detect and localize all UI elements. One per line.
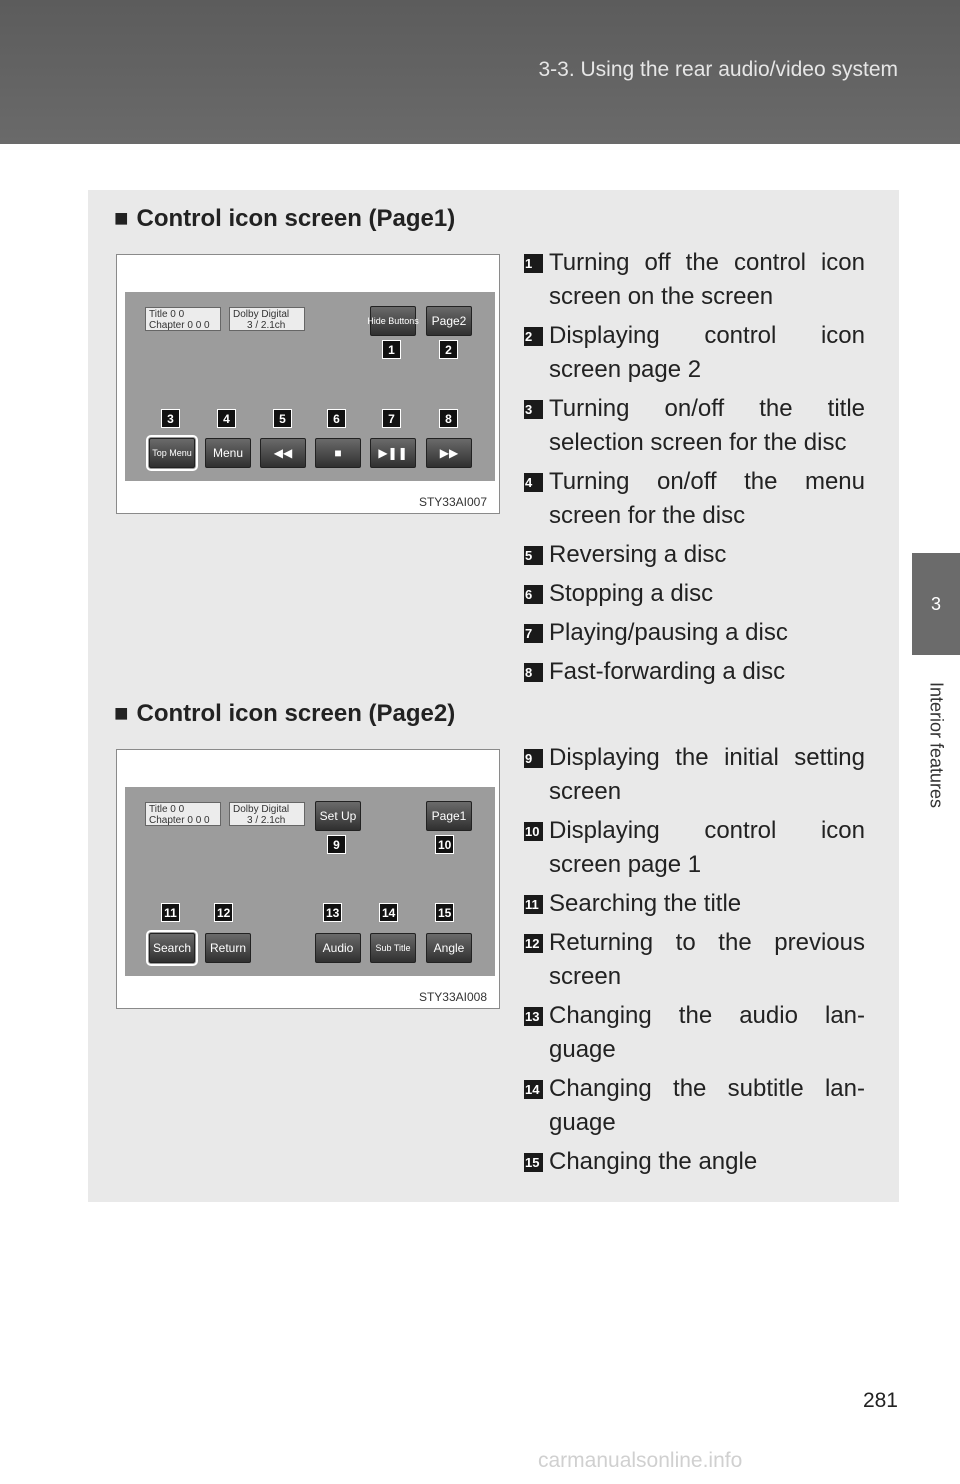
list-item [524,246,865,314]
item-text: Changing the angle [549,1148,758,1175]
item-number: 5 [524,546,543,565]
title-info-line: Title 0 0 [149,804,185,815]
page1-button[interactable]: Page1 [426,801,472,831]
rewind-button[interactable]: ◀◀ [260,438,306,468]
square-bullet-icon: ■ [114,700,129,727]
list-item [524,814,865,882]
item-number: 13 [524,1007,543,1026]
page1-heading-text: Control icon screen (Page1) [136,205,456,232]
page1-figure [116,254,500,514]
item-number: 12 [524,934,543,953]
item-text: Displaying control icon screen page 1 [549,817,865,878]
item-number: 14 [524,1080,543,1099]
hide-buttons-button[interactable]: Hide Buttons [370,306,416,336]
audio-format-info [229,307,305,331]
page2-figure [116,749,500,1009]
fast-forward-button[interactable]: ▶▶ [426,438,472,468]
item-text: Fast-forwarding a disc [549,658,786,685]
item-text: Stopping a disc [549,580,714,607]
return-button[interactable]: Return [205,933,251,963]
item-number: 8 [524,663,543,682]
marker-15: 15 [435,903,454,922]
marker-8: 8 [439,409,458,428]
chapter-number: 3 [930,593,941,614]
page2-heading [114,700,455,728]
list-item [524,465,865,533]
audio-format-info [229,802,305,826]
watermark: carmanualsonline.info [538,1449,743,1472]
page2-heading-text: Control icon screen (Page2) [136,700,456,727]
title-chapter-info [145,307,221,331]
marker-3: 3 [161,409,180,428]
audio-format-line: Dolby Digital [233,309,290,320]
marker-7: 7 [382,409,401,428]
page1-screen [125,292,495,481]
list-item [524,926,865,994]
item-number: 10 [524,822,543,841]
title-info-line: Title 0 0 [149,309,185,320]
item-text: Playing/pausing a disc [549,619,788,646]
page1-description-list [524,246,865,694]
page2-description-list [524,741,865,1184]
item-text: Turning off the control icon screen on the screen [549,249,865,310]
item-text: Returning to the previous screen [549,929,865,990]
chapter-tab [912,553,960,655]
item-number: 3 [524,400,543,419]
item-text: Displaying the initial setting screen [549,744,865,805]
square-bullet-icon: ■ [114,205,129,232]
stop-button[interactable]: ■ [315,438,361,468]
item-text: Displaying control icon screen page 2 [549,322,865,383]
list-item [524,616,865,650]
item-number: 4 [524,473,543,492]
item-text: Reversing a disc [549,541,727,568]
marker-6: 6 [327,409,346,428]
section-title: 3-3. Using the rear audio/video system [538,58,898,81]
search-button[interactable]: Search [149,933,195,963]
page1-figure-code: STY33AI007 [418,495,487,509]
list-item [524,887,865,921]
list-item [524,577,865,611]
marker-2: 2 [439,340,458,359]
list-item [524,319,865,387]
subtitle-button[interactable]: Sub Title [370,933,416,963]
chapter-info-line: Chapter 0 0 0 [149,320,210,331]
angle-button[interactable]: Angle [426,933,472,963]
top-menu-button[interactable]: Top Menu [149,438,195,468]
item-number: 11 [524,895,543,914]
set-up-button[interactable]: Set Up [315,801,361,831]
marker-10: 10 [435,835,454,854]
title-chapter-info [145,802,221,826]
item-number: 9 [524,749,543,768]
item-text: Changing the subtitle lan-guage [549,1075,865,1136]
page-number: 281 [862,1389,898,1412]
item-text: Changing the audio lan-guage [549,1002,865,1063]
list-item [524,741,865,809]
page2-figure-code: STY33AI008 [418,990,487,1004]
marker-5: 5 [273,409,292,428]
item-text: Turning on/off the menu screen for the disc [549,468,865,529]
list-item [524,392,865,460]
menu-button[interactable]: Menu [205,438,251,468]
marker-9: 9 [327,835,346,854]
play-pause-button[interactable]: ▶❚❚ [370,438,416,468]
list-item [524,999,865,1067]
item-number: 6 [524,585,543,604]
list-item [524,1072,865,1140]
item-number: 7 [524,624,543,643]
item-number: 15 [524,1153,543,1172]
marker-14: 14 [379,903,398,922]
list-item [524,538,865,572]
audio-format-line: Dolby Digital [233,804,290,815]
list-item [524,655,865,689]
marker-1: 1 [382,340,401,359]
chapter-info-line: Chapter 0 0 0 [149,815,210,826]
marker-13: 13 [323,903,342,922]
item-number: 1 [524,254,543,273]
marker-4: 4 [217,409,236,428]
marker-11: 11 [161,903,180,922]
item-text: Searching the title [549,890,742,917]
item-text: Turning on/off the title selection screen for the disc [549,395,865,456]
audio-button[interactable]: Audio [315,933,361,963]
marker-12: 12 [214,903,233,922]
page2-screen [125,787,495,976]
audio-channel-line: 3 / 2.1ch [247,320,286,331]
audio-channel-line: 3 / 2.1ch [247,815,286,826]
item-number: 2 [524,327,543,346]
header-band [0,0,960,144]
page1-heading [114,205,455,233]
chapter-label: Interior features [926,681,947,809]
list-item [524,1145,865,1179]
page2-button[interactable]: Page2 [426,306,472,336]
